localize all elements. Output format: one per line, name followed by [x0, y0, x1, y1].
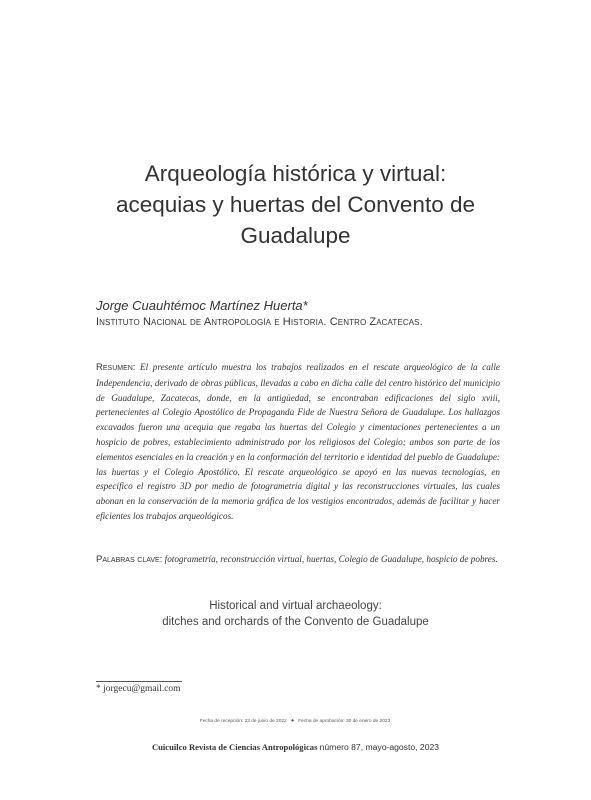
article-title-line-2: acequias y huertas del Convento de [116, 192, 475, 217]
english-title [120, 598, 471, 630]
author-affiliation: Instituto Nacional de Antropología e Historia. Centro Zacatecas. [96, 316, 423, 328]
received-date: Fecha de recepción: 23 de junio de 2022 [199, 719, 287, 724]
journal-name: Cuicuilco Revista de Ciencias Antropológicas [151, 742, 318, 752]
journal-footer [110, 742, 481, 752]
author-email-footnote[interactable]: * jorgecu@gmail.com [96, 684, 181, 694]
submission-dates [150, 716, 440, 725]
article-title-line-3: Guadalupe [240, 223, 351, 248]
english-title-line-2: ditches and orchards of the Convento de Guadalupe [162, 616, 429, 628]
keywords-text: fotogrametría, reconstrucción virtual, huertas, Colegio de Guadalupe, hospicio de pobres. [164, 554, 498, 564]
journal-issue: número 87, mayo-agosto, 2023 [319, 742, 440, 752]
bullet-separator: • [291, 716, 294, 725]
article-title-line-1: Arqueología histórica y virtual: [144, 161, 447, 186]
english-title-line-1: Historical and virtual archaeology: [209, 600, 382, 612]
abstract-label: Resumen: [96, 362, 136, 373]
abstract-text: El presente artículo muestra los trabajos realizados en el rescate arqueológico de la calle Independencia, derivado de obras públicas, llevadas a cabo en dicha calle del centro histórico del municipio de Guadalupe, Zacatecas, donde, en la antigüedad, se encontraban edificaciones del siglo xviii, pertenecientes al Colegio Apostólico de Propaganda Fide de Nuestra Señora de Guadalupe. Los hallazgos excavados fueron una acequia que regaba las huertas del Colegio y cimentaciones pertenecientes a un hospicio de pobres, establecimiento administrado por los religiosos del Colegio; ambos son parte de los elementos esenciales en la creación y en la conformación del territorio e identidad del pueblo de Guadalupe: las huertas y el Colegio Apostólico. El rescate arqueológico se apoyó en las nuevas tecnologías, en específico el registro 3D por medio de fotogrametría digital y las reconstrucciones virtuales, las cuales abonan en la conservación de la memoria gráfica de los vestigios encontrados, además de facilitar y hacer eficientes los trabajos arqueológicos. [96, 362, 500, 521]
article-title [80, 158, 511, 251]
approved-date: Fecha de aprobación: 30 de enero de 2023 [298, 719, 391, 724]
keywords-label: Palabras clave: [96, 554, 163, 565]
keywords [96, 552, 500, 568]
author-name: Jorge Cuauhtémoc Martínez Huerta* [96, 298, 308, 313]
abstract [96, 360, 500, 524]
footnote-divider [96, 681, 182, 682]
